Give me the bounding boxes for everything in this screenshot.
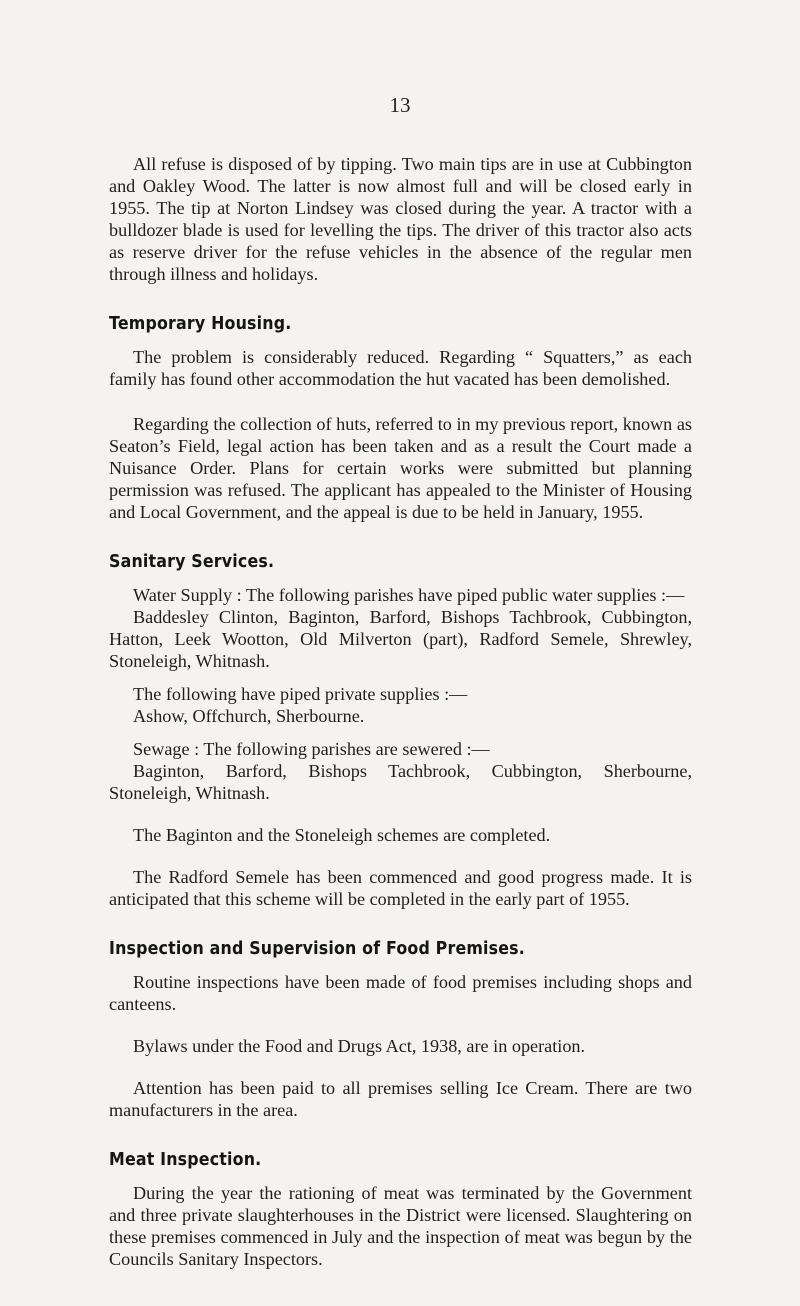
- temporary-housing-paragraph-1: The problem is considerably reduced. Regarding “ Squatters,” as each family has found other accommodation the hut vacated has been demolished.: [109, 347, 692, 389]
- food-premises-heading: Inspection and Supervision of Food Premises.: [109, 938, 525, 959]
- refuse-disposal-paragraph: All refuse is disposed of by tipping. Two main tips are in use at Cubbington and Oakley Wood. The latter is now almost full and will be closed early in 1955. The tip at Norton Lindsey was closed during the year. A tractor with a bulldozer blade is used for levelling the tips. The driver of this tractor also acts as reserve driver for the refuse vehicles in the absence of the regular men through illness and holidays.: [109, 154, 692, 284]
- food-premises-paragraph-1: Routine inspections have been made of food premises including shops and canteens.: [109, 972, 692, 1014]
- food-premises-paragraph-3: Attention has been paid to all premises selling Ice Cream. There are two manufacturers in the area.: [109, 1078, 692, 1120]
- food-premises-paragraph-2: Bylaws under the Food and Drugs Act, 1938, are in operation.: [133, 1036, 586, 1056]
- sanitary-services-heading: Sanitary Services.: [109, 551, 275, 572]
- meat-inspection-heading-block: [109, 1149, 692, 1171]
- meat-inspection-paragraph: During the year the rationing of meat was terminated by the Government and three private slaughterhouses in the District were licensed. Slaughtering on these premises commenced in July and the inspection of meat was begun by the Councils Sanitary Inspectors.: [109, 1183, 692, 1269]
- water-private-list: Ashow, Offchurch, Sherbourne.: [133, 706, 365, 726]
- temporary-housing-heading: Temporary Housing.: [109, 313, 292, 334]
- temporary-housing-heading-block: [109, 313, 692, 335]
- sewage-list: Baginton, Barford, Bishops Tachbrook, Cubbington, Sherbourne, Stoneleigh, Whitnash.: [109, 761, 692, 803]
- water-public-list: Baddesley Clinton, Baginton, Barford, Bishops Tachbrook, Cubbington, Hatton, Leek Wootton, Old Milverton (part), Radford Semele, Shrewley, Stoneleigh, Whitnash.: [109, 607, 692, 671]
- schemes-completed-paragraph: The Baginton and the Stoneleigh schemes are completed.: [133, 825, 551, 845]
- water-supply-intro: Water Supply : The following parishes have piped public water supplies :—: [133, 585, 685, 605]
- sewage-intro: Sewage : The following parishes are sewered :—: [133, 739, 490, 759]
- page-number: 13: [389, 93, 411, 117]
- page-content: [109, 153, 692, 1270]
- sanitary-services-heading-block: [109, 551, 692, 573]
- meat-inspection-heading: Meat Inspection.: [109, 1149, 262, 1170]
- radford-semele-paragraph: The Radford Semele has been commenced and good progress made. It is anticipated that this scheme will be completed in the early part of 1955.: [109, 867, 692, 909]
- temporary-housing-paragraph-2: Regarding the collection of huts, referred to in my previous report, known as Seaton’s Field, legal action has been taken and as a result the Court made a Nuisance Order. Plans for certain works were submitted but planning permission was refused. The applicant has appealed to the Minister of Housing and Local Government, and the appeal is due to be held in January, 1955.: [109, 414, 692, 522]
- food-premises-heading-block: [109, 938, 692, 960]
- water-private-intro: The following have piped private supplies :—: [133, 684, 468, 704]
